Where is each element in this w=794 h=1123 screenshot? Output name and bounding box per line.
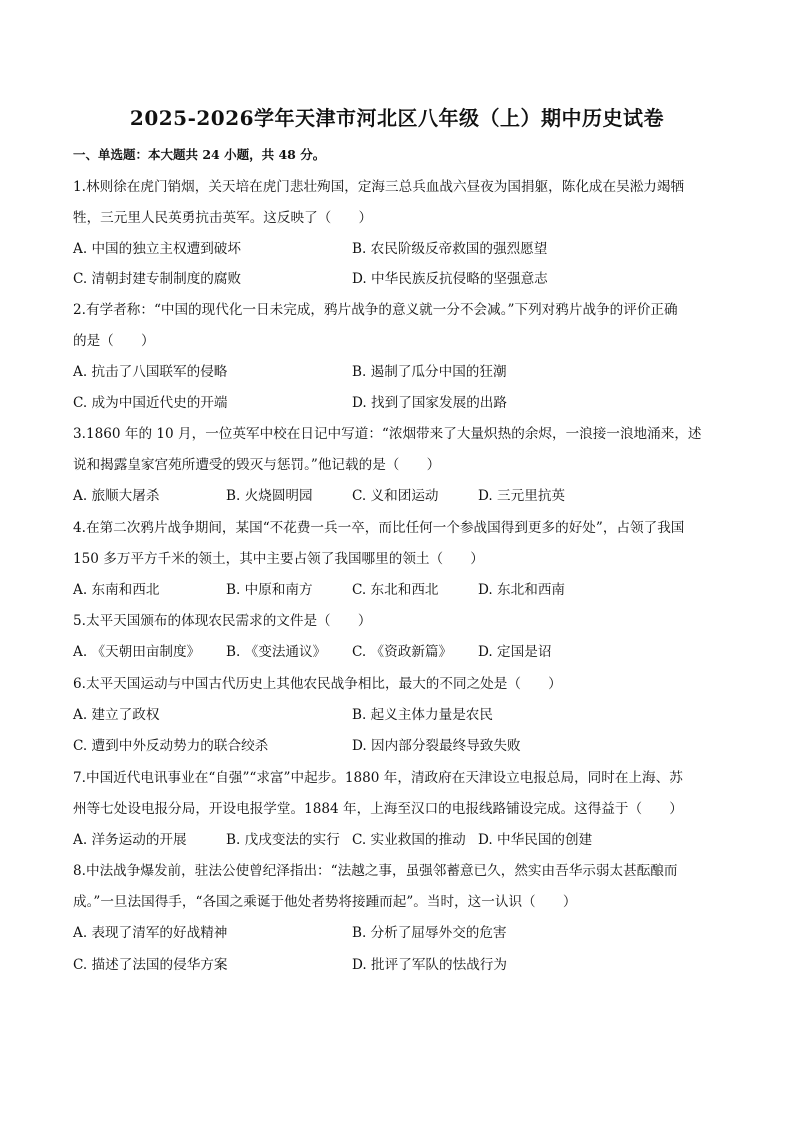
question-4-stem-line-2: 150 多万平方千米的领土，其中主要占领了我国哪里的领土（ ）: [73, 551, 484, 567]
question-3-option-c: C. 义和团运动: [352, 488, 439, 504]
question-5-option-d: D. 定国是诏: [478, 644, 552, 660]
question-2-option-a: A. 抗击了八国联军的侵略: [73, 364, 228, 380]
section-heading: 一、单选题：本大题共 24 小题，共 48 分。: [73, 147, 326, 162]
question-6-option-a: A. 建立了政权: [73, 707, 160, 723]
question-3-stem-line-2: 说和揭露皇家宫苑所遭受的毁灭与惩罚。”他记载的是（ ）: [73, 457, 441, 473]
question-2-option-b: B. 遏制了瓜分中国的狂潮: [352, 364, 507, 380]
question-4-stem-line-1: 4.在第二次鸦片战争期间，某国“不花费一兵一卒，而比任何一个参战国得到更多的好处”，占领了我国: [73, 520, 685, 536]
question-6-option-d: D. 因内部分裂最终导致失败: [352, 738, 521, 754]
question-3-option-b: B. 火烧圆明园: [226, 488, 313, 504]
question-2-option-c: C. 成为中国近代史的开端: [73, 395, 228, 411]
question-2-stem-line-1: 2.有学者称：“中国的现代化一日未完成，鸦片战争的意义就一分不会减。”下列对鸦片战争的评价正确: [73, 302, 678, 318]
question-4-option-d: D. 东北和西南: [478, 582, 566, 598]
question-4-option-c: C. 东北和西北: [352, 582, 439, 598]
question-8-option-d: D. 批评了军队的怯战行为: [352, 957, 507, 973]
question-6-option-c: C. 遭到中外反动势力的联合绞杀: [73, 738, 269, 754]
question-3-option-d: D. 三元里抗英: [478, 488, 566, 504]
question-8-option-a: A. 表现了清军的好战精神: [73, 925, 228, 941]
question-1-option-c: C. 清朝封建专制制度的腐败: [73, 271, 242, 287]
question-1-option-b: B. 农民阶级反帝救国的强烈愿望: [352, 241, 548, 257]
question-7-option-b: B. 戊戌变法的实行: [226, 832, 340, 848]
question-8-stem-line-2: 成。”一旦法国得手，“各国之乘诞于他处者势将接踵而起”。当时，这一认识（ ）: [73, 894, 577, 910]
question-5-stem-line-1: 5.太平天国颁布的体现农民需求的文件是（ ）: [73, 613, 372, 629]
question-1-stem-line-1: 1.林则徐在虎门销烟，关天培在虎门悲壮殉国，定海三总兵血战六昼夜为国捐躯，陈化成在吴淞力竭牺: [73, 179, 685, 195]
question-5-option-c: C. 《资政新篇》: [352, 644, 453, 660]
question-5-option-a: A. 《天朝田亩制度》: [73, 644, 201, 660]
question-7-option-a: A. 洋务运动的开展: [73, 832, 187, 848]
question-2-option-d: D. 找到了国家发展的出路: [352, 395, 507, 411]
question-3-stem-line-1: 3.1860 年的 10 月，一位英军中校在日记中写道：“浓烟带来了大量炽热的余烬，一浪接一浪地涌来，述: [73, 426, 702, 442]
page-title: 2025-2026学年天津市河北区八年级（上）期中历史试卷: [129, 106, 665, 130]
question-6-stem-line-1: 6.太平天国运动与中国古代历史上其他农民战争相比，最大的不同之处是（ ）: [73, 676, 562, 692]
question-5-option-b: B. 《变法通议》: [226, 644, 327, 660]
question-1-stem-line-2: 牲，三元里人民英勇抗击英军。这反映了（ ）: [73, 210, 373, 226]
question-8-stem-line-1: 8.中法战争爆发前，驻法公使曾纪泽指出：“法越之事，虽强邻蓄意已久，然实由吾华示弱太甚酝酿而: [73, 863, 678, 879]
question-7-stem-line-1: 7.中国近代电讯事业在“自强”“求富”中起步。1880 年，清政府在天津设立电报总局，同时在上海、苏: [73, 770, 683, 786]
question-6-option-b: B. 起义主体力量是农民: [352, 707, 493, 723]
question-8-option-b: B. 分析了屈辱外交的危害: [352, 925, 507, 941]
question-4-option-b: B. 中原和南方: [226, 582, 313, 598]
question-1-option-a: A. 中国的独立主权遭到破坏: [73, 241, 241, 257]
question-1-option-d: D. 中华民族反抗侵略的坚强意志: [352, 271, 548, 287]
question-7-option-d: D. 中华民国的创建: [478, 832, 593, 848]
question-3-option-a: A. 旅顺大屠杀: [73, 488, 160, 504]
question-7-option-c: C. 实业救国的推动: [352, 832, 466, 848]
question-8-option-c: C. 描述了法国的侵华方案: [73, 957, 228, 973]
question-2-stem-line-2: 的是（ ）: [73, 333, 155, 349]
question-4-option-a: A. 东南和西北: [73, 582, 160, 598]
question-7-stem-line-2: 州等七处设电报分局，开设电报学堂。1884 年，上海至汉口的电报线路铺设完成。这得益于（ ）: [73, 801, 683, 817]
